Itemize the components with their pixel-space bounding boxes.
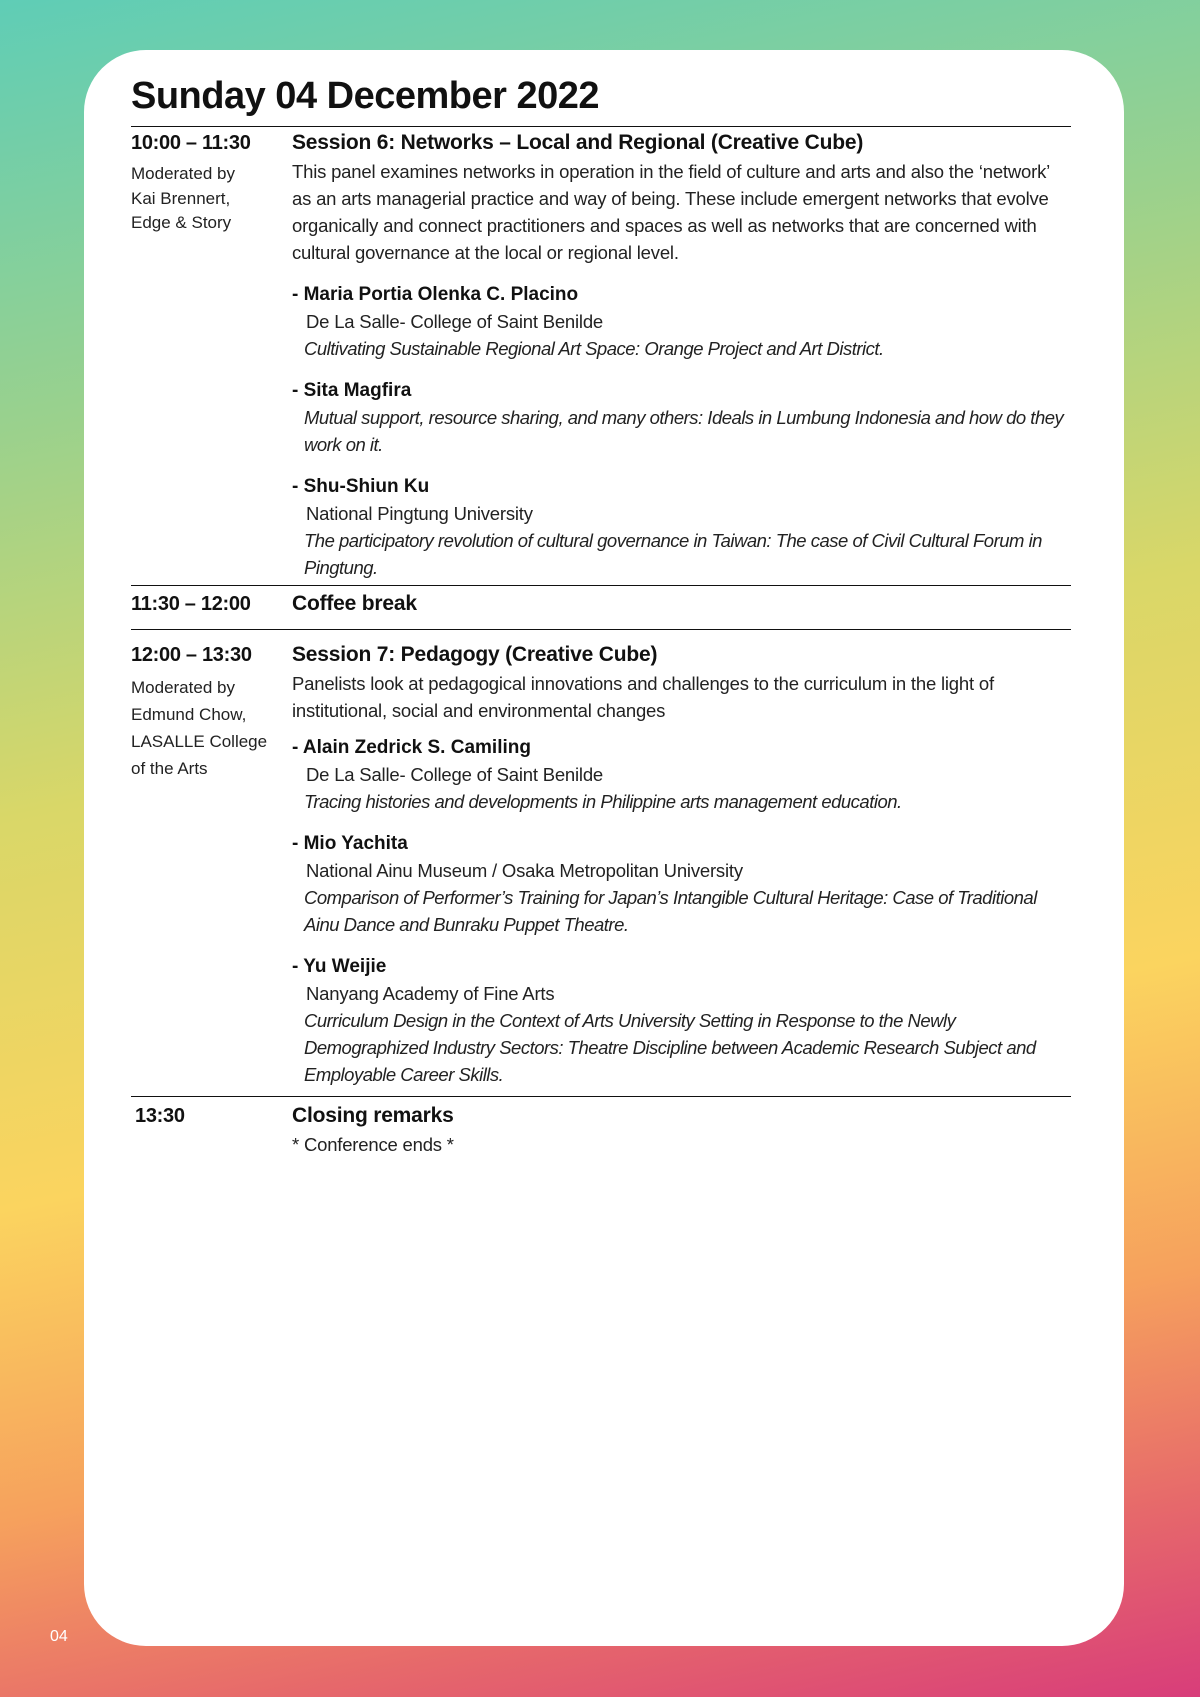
paper-title: Mutual support, resource sharing, and many others: Ideals in Lumbung Indonesia and how do they work on it. xyxy=(304,407,1064,455)
session-block xyxy=(131,586,1071,629)
session-time: 13:30 xyxy=(135,1105,185,1127)
session-description: Panelists look at pedagogical innovations and challenges to the curriculum in the light of institutional, social and environmental changes xyxy=(292,673,994,721)
speaker-name: - Mio Yachita xyxy=(292,833,408,854)
speaker xyxy=(292,734,1071,815)
moderator-line: Moderated by xyxy=(131,164,235,183)
session-meta xyxy=(131,640,292,1088)
speaker-name: - Alain Zedrick S. Camiling xyxy=(292,737,531,758)
speaker-institution: National Ainu Museum / Osaka Metropolitan University xyxy=(306,860,743,881)
paper-title: The participatory revolution of cultural governance in Taiwan: The case of Civil Cultural Forum in Pingtung. xyxy=(304,530,1042,578)
session-title: Session 7: Pedagogy (Creative Cube) xyxy=(292,643,658,666)
session-time: 10:00 – 11:30 xyxy=(131,132,251,154)
page-number: 04 xyxy=(50,1628,68,1645)
session-time: 11:30 – 12:00 xyxy=(131,593,251,615)
paper-title: Cultivating Sustainable Regional Art Space: Orange Project and Art District. xyxy=(304,338,884,359)
speaker-institution: De La Salle- College of Saint Benilde xyxy=(306,311,604,332)
session-note: * Conference ends * xyxy=(292,1134,454,1155)
speaker xyxy=(292,377,1071,458)
speaker-institution: De La Salle- College of Saint Benilde xyxy=(306,764,604,785)
speaker xyxy=(292,281,1071,362)
speaker xyxy=(292,473,1071,581)
moderator-line: Moderated by xyxy=(131,678,235,697)
program-content xyxy=(131,70,1071,1158)
speaker-institution: National Pingtung University xyxy=(306,503,533,524)
paper-title: Comparison of Performer’s Training for Japan’s Intangible Cultural Heritage: Case of Traditional Ainu Dance and Bunraku Puppet Theatre. xyxy=(304,887,1037,935)
paper-title: Curriculum Design in the Context of Arts University Setting in Response to the Newly Demographized Industry Sectors: Theatre Discipline between Academic Research Subject and Employable Career Skills. xyxy=(304,1010,1036,1085)
moderator-line: Edge & Story xyxy=(131,213,232,232)
session-title: Closing remarks xyxy=(292,1104,454,1127)
moderator xyxy=(131,674,271,782)
session-block xyxy=(131,630,1071,1088)
speaker-name: - Shu-Shiun Ku xyxy=(292,476,430,497)
moderator-line: Kai Brennert, xyxy=(131,188,231,208)
session-title: Session 6: Networks – Local and Regional (Creative Cube) xyxy=(292,131,864,154)
speaker-institution: Nanyang Academy of Fine Arts xyxy=(306,983,555,1004)
session-time: 12:00 – 13:30 xyxy=(131,644,252,666)
session-title: Coffee break xyxy=(292,592,417,615)
moderator-line: LASALLE College xyxy=(131,732,268,751)
session-body xyxy=(292,640,1071,1088)
speaker xyxy=(292,830,1071,938)
session-description: This panel examines networks in operation in the field of culture and arts and also the ‘network’ as an arts managerial practice and way of being. These include emergent networks that evolve organically and connect practitioners and spaces as well as networks that are concerned with cultural governance at the local or regional level. xyxy=(292,161,1050,263)
moderator-line: of the Arts xyxy=(131,759,208,778)
speaker-name: - Sita Magfira xyxy=(292,380,412,401)
paper-title: Tracing histories and developments in Philippine arts management education. xyxy=(304,791,902,812)
session-body xyxy=(292,128,1071,581)
session-block xyxy=(131,1097,1071,1158)
moderator-line: Edmund Chow, xyxy=(131,705,247,724)
speaker xyxy=(292,953,1071,1088)
moderator xyxy=(131,162,271,236)
session-meta xyxy=(131,128,292,581)
speaker-name: - Maria Portia Olenka C. Placino xyxy=(292,284,579,305)
date-heading: Sunday 04 December 2022 xyxy=(131,75,599,117)
session-block xyxy=(131,127,1071,581)
speaker-name: - Yu Weijie xyxy=(292,956,387,977)
